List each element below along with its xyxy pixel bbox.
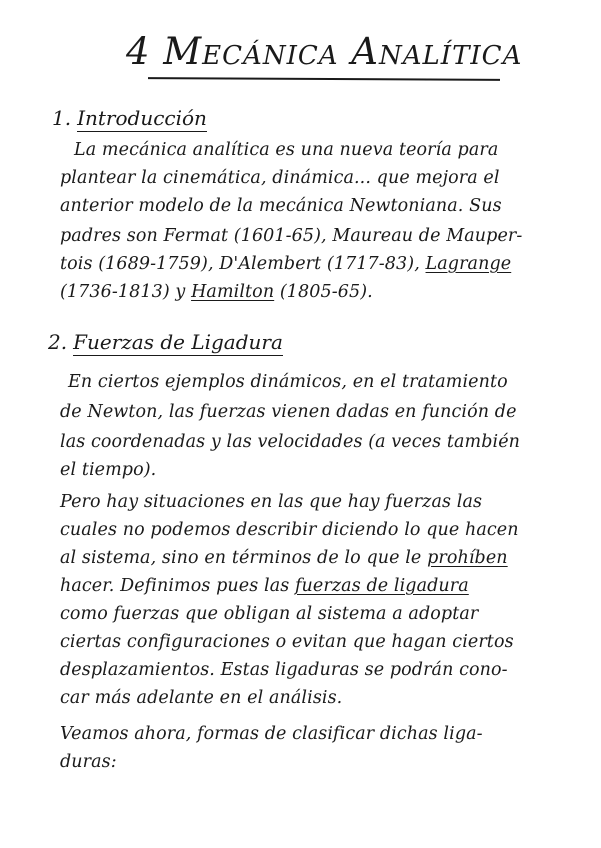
section-2-heading bbox=[48, 330, 283, 354]
intro-line-4: padres son Fermat (1601-65), Maureau de Mauper- bbox=[60, 226, 523, 246]
p1-line-1: En ciertos ejemplos dinámicos, en el tratamiento bbox=[68, 372, 508, 392]
p2-line-4-text: hacer. Definimos pues las bbox=[60, 576, 295, 596]
intro-line-5-text: tois (1689-1759), D'Alembert (1717-83), bbox=[60, 254, 426, 274]
section-1-title: Introducción bbox=[77, 106, 207, 130]
p2-line-4 bbox=[60, 576, 469, 596]
p2-line-8: car más adelante en el análisis. bbox=[60, 688, 343, 708]
p2-line-3 bbox=[60, 548, 508, 568]
p2-line-7: desplazamientos. Estas ligaduras se podrán cono- bbox=[60, 660, 508, 680]
intro-line-6-end: (1805-65). bbox=[274, 282, 373, 302]
p2-line-1: Pero hay situaciones en las que hay fuerzas las bbox=[60, 492, 483, 512]
intro-line-6 bbox=[60, 282, 373, 302]
intro-line-1: La mecánica analítica es una nueva teoría para bbox=[74, 140, 499, 160]
p2-line-2: cuales no podemos describir diciendo lo que hacen bbox=[60, 520, 519, 540]
p2-line-6: ciertas configuraciones o evitan que hagan ciertos bbox=[60, 632, 514, 652]
term-prohiben: prohíben bbox=[427, 548, 508, 568]
section-2-title: Fuerzas de Ligadura bbox=[73, 330, 283, 354]
section-2-number: 2. bbox=[48, 330, 68, 354]
intro-line-6-text: (1736-1813) y bbox=[60, 282, 192, 302]
p2-line-3-text: al sistema, sino en términos de lo que le bbox=[60, 548, 428, 568]
p1-line-3: las coordenadas y las velocidades (a veces también bbox=[60, 432, 521, 452]
intro-line-2: plantear la cinemática, dinámica... que mejora el bbox=[60, 168, 500, 188]
section-1-heading bbox=[52, 106, 207, 130]
intro-line-5 bbox=[60, 254, 511, 274]
intro-line-3: anterior modelo de la mecánica Newtoniana. Sus bbox=[60, 196, 502, 216]
name-lagrange: Lagrange bbox=[425, 254, 512, 274]
title-underline bbox=[148, 77, 500, 81]
p3-line-2: duras: bbox=[60, 752, 117, 772]
p1-line-4: el tiempo). bbox=[60, 460, 157, 480]
name-hamilton: Hamilton bbox=[191, 282, 275, 302]
section-1-number: 1. bbox=[52, 106, 72, 130]
term-fuerzas-de-ligadura: fuerzas de ligadura bbox=[294, 576, 469, 596]
p3-line-1: Veamos ahora, formas de clasificar dichas liga- bbox=[60, 724, 483, 744]
page-title: 4 Mecánica Analítica bbox=[126, 30, 523, 73]
p2-line-5: como fuerzas que obligan al sistema a adoptar bbox=[60, 604, 479, 624]
p1-line-2: de Newton, las fuerzas vienen dadas en función de bbox=[60, 402, 517, 422]
